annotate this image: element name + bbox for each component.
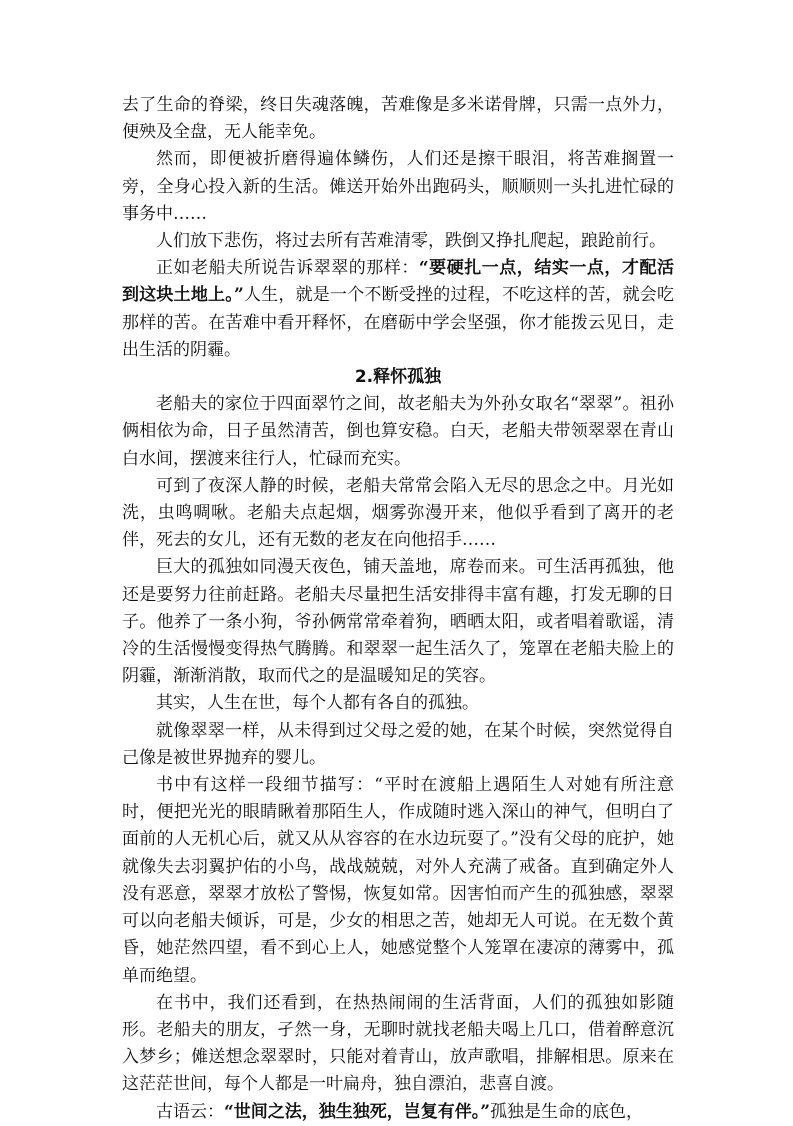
text-run: 巨大的孤独如同漫天夜色，铺天盖地，席卷而来。可生活再孤独，他还是要努力往前赶路。老船夫尽量把生活安排得丰富有趣，打发无聊的日子。他养了一条小狗，爷孙俩常常牵着狗，晒晒太阳，或者唱着歌谣，清冷的生活慢慢变得热气腾腾。和翠翠一起生活久了，笼罩在老船夫脸上的阴霾，渐渐消散，取而代之的是温暖知足的笑容。 xyxy=(122,557,674,687)
bold-quote: “世间之法，独生独死，岂复有伴。” xyxy=(224,1101,491,1122)
paragraph xyxy=(122,146,674,228)
paragraph xyxy=(122,690,674,717)
section-intro xyxy=(122,92,674,364)
paragraph xyxy=(122,473,674,555)
text-run: 在书中，我们还看到，在热热闹闹的生活背面，人们的孤独如影随形。老船夫的朋友，孑然一身，无聊时就找老船夫喝上几口，借着醉意沉入梦乡；傩送想念翠翠时，只能对着青山，放声歌唱，排解相思。原来在这茫茫世间，每个人都是一叶扁舟，独自漂泊，悲喜自渡。 xyxy=(122,992,674,1095)
paragraph xyxy=(122,391,674,473)
text-run: 可到了夜深人静的时候，老船夫常常会陷入无尽的思念之中。月光如洗，虫鸣啁啾。老船夫点起烟，烟雾弥漫开来，他似乎看到了离开的老伴，死去的女儿，还有无数的老友在向他招手…… xyxy=(122,475,674,551)
paragraph xyxy=(122,990,674,1099)
text-run: 孤独是生命的底色， xyxy=(490,1101,644,1122)
bold-quote: “要硬扎一点，结实一点，才配活到这块土地上。” xyxy=(122,258,674,306)
paragraph xyxy=(122,228,674,255)
text-run: 书中有这样一段细节描写：“平时在渡船上遇陌生人对她有所注意时，便把光光的眼睛瞅着那陌生人，作成随时逃入深山的神气，但明白了面前的人无机心后，就又从从容容的在水边玩耍了。”没有父母的庇护，她就像失去羽翼护佑的小鸟，战战兢兢，对外人充满了戒备。直到确定外人没有恶意，翠翠才放松了警惕，恢复如常。因害怕而产生的孤独感，翠翠可以向老船夫倾诉，可是，少女的相思之苦，她却无人可说。在无数个黄昏，她茫然四望，看不到心上人，她感觉整个人笼罩在凄凉的薄雾中，孤单而绝望。 xyxy=(122,775,674,986)
section-heading: 2.释怀孤独 xyxy=(354,367,442,388)
text-run: 然而，即便被折磨得遍体鳞伤，人们还是擦干眼泪，将苦难搁置一旁，全身心投入新的生活。傩送开始外出跑码头，顺顺则一头扎进忙碌的事务中…… xyxy=(122,149,674,224)
text-run: 人们放下悲伤，将过去所有苦难清零，跌倒又挣扎爬起，踉跄前行。 xyxy=(156,231,666,252)
text-run: 就像翠翠一样，从未得到过父母之爱的她，在某个时候，突然觉得自己像是被世界抛弃的婴儿。 xyxy=(122,720,674,768)
text-run: 古语云： xyxy=(156,1101,224,1122)
text-run: 其实，人生在世，每个人都有各自的孤独。 xyxy=(156,693,479,714)
text-run: 老船夫的家位于四面翠竹之间，故老船夫为外孙女取名“翠翠”。祖孙俩相依为命，日子虽然清苦，倒也算安稳。白天，老船夫带领翠翠在青山白水间，摆渡来往行人，忙碌而充实。 xyxy=(122,394,674,469)
document-page xyxy=(122,92,674,1126)
paragraph xyxy=(122,255,674,364)
text-run: 人生，就是一个不断受挫的过程，不吃这样的苦，就会吃那样的苦。在苦难中看开释怀，在磨砺中学会坚强，你才能拨云见日，走出生活的阴霾。 xyxy=(122,285,674,360)
paragraph xyxy=(122,718,674,772)
text-run: 去了生命的脊梁，终日失魂落魄，苦难像是多米诺骨牌，只需一点外力，便殃及全盘，无人能幸免。 xyxy=(122,95,674,143)
section-body xyxy=(122,391,674,1125)
paragraph xyxy=(122,92,674,146)
paragraph xyxy=(122,772,674,990)
paragraph xyxy=(122,554,674,690)
text-run: 正如老船夫所说告诉翠翠的那样： xyxy=(156,258,419,279)
